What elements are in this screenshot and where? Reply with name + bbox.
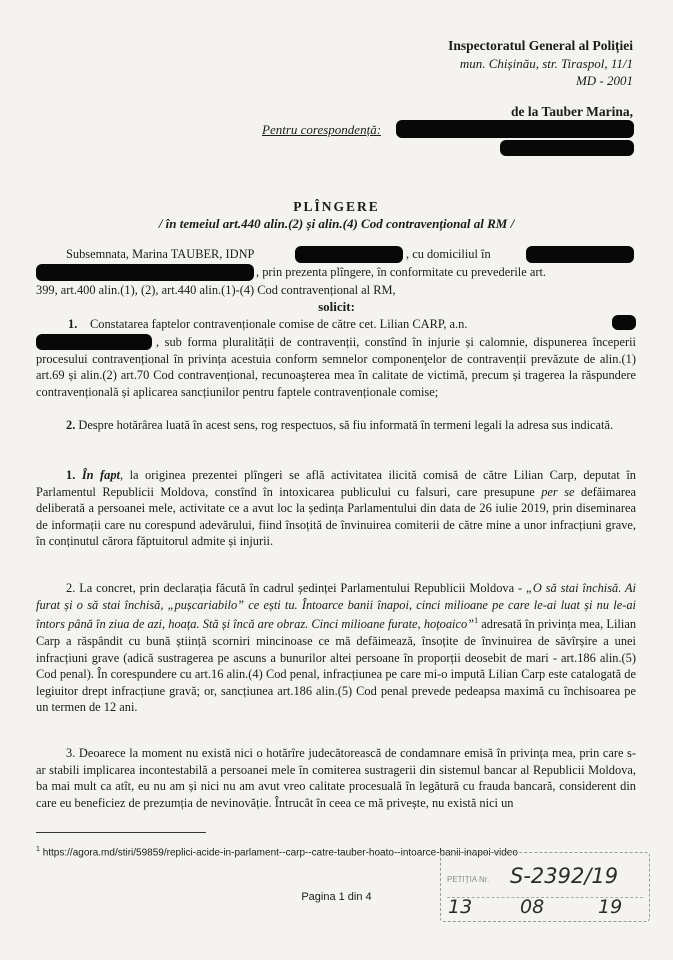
request-1-line1: Constatarea faptelor contravenționale comise de către cet. Lilian CARP, a.n. xyxy=(90,317,468,331)
section-3 xyxy=(36,745,636,811)
request-2-text: Despre hotărârea luată în acest sens, rog respectuos, să fiu informată în termeni legali la adresa sus indicată. xyxy=(78,418,614,432)
page-number: Pagina 1 din 4 xyxy=(301,891,372,903)
sender-name: de la Tauber Marina, xyxy=(510,104,633,119)
intro-line3: 399, art.400 alin.(1), (2), art.440 alin.(1)-(4) Cod contravențional al RM, xyxy=(36,283,396,297)
handwritten-petition-number: S-2392/19 xyxy=(510,864,619,888)
solicit-heading: solicit: xyxy=(318,299,355,314)
footnote-link[interactable]: https://agora.md/stiri/59859/replici-acide-in-parlament--carp--catre-tauber-hoato--intoarce-banii-inapoi-video xyxy=(42,847,518,859)
section-3-text: Deoarece la moment nu există nici o hotărîre judecătorească de condamnare emisă în privința mea, prin care s-ar stabili implicarea incontestabilă a persoanei mele în comiterea sustragerii din sistemul bancar al Republicii Moldova, ba mai mult ca atît, eu nu am și nici nu am avut vreo calitate procesuală în legătură cu frauda bancară, considerent din care eu beneficiez de prezumția de nevinovăție. Întrucât în ceea ce mă privește, nu există nici un xyxy=(36,746,636,810)
redacted-address-1 xyxy=(396,120,634,138)
section-1-number: 1. xyxy=(66,468,76,482)
redacted-domicile-1 xyxy=(526,246,634,263)
redacted-birthdate-1 xyxy=(612,315,636,330)
institution-address: mun. Chișinău, str. Tiraspol, 11/1 xyxy=(459,56,633,71)
document-title: PLÎNGERE xyxy=(293,199,380,214)
handwritten-day: 13 xyxy=(448,896,473,918)
section-2-number: 2. xyxy=(66,581,76,595)
document-subtitle: / în temeiul art.440 alin.(2) și alin.(4) Cod contravențional al RM / xyxy=(158,216,515,231)
section-2-part2: adresată în privința mea, Lilian Carp a răspândit cu bună știință scorniri mincinoase ce mă defăimează, însoțite de învinuirea de săvîrșire a unei infracțiuni grave (adică sustragerea pe ascuns a bunurilor altei persoane în proporții deosebit de mari - art.186 alin.(5) Cod penal). În corespundere cu art.16 alin.(4) Cod penal, infracțiunea pe care mi-o impută Lilian Carp este catalogată de legiuitor drept infracțiune gravă; or, sancțiunea art.186 alin.(5) Cod penal prevede pedeapsa maximă cu închisoarea pe un termen de 12 ani. xyxy=(36,617,637,715)
handwritten-year: 19 xyxy=(598,896,623,918)
section-1-part1: , la originea prezentei plîngeri se află activitatea ilicită comisă de către Lilian Carp, deputat în Parlamentul Republicii Moldova, constînd în intoxicarea publicului cu falsuri, care presupune xyxy=(36,468,636,499)
handwritten-month: 08 xyxy=(520,896,545,918)
section-1 xyxy=(36,467,636,550)
stamp-label: PETIȚIA Nr. xyxy=(447,875,490,884)
section-3-number: 3. xyxy=(66,746,76,760)
postal-code: MD - 2001 xyxy=(575,73,633,88)
request-2-number: 2. xyxy=(66,418,76,432)
institution-name: Inspectoratul General al Poliției xyxy=(448,38,633,53)
redacted-idnp xyxy=(295,246,403,263)
correspondence-label: Pentru corespondență: xyxy=(262,122,382,137)
section-2-quote: „O să stai închisă. Ai furat și o să stai închisă, „pușcariabilo” ce ești tu. Întoarce banii înapoi, cinci milioane pe care le-ai luat și nu le-ai întors până în ziua de azi, hoața. Stă și încă are obraz. Cinci milioane furate, hoțoaico” xyxy=(36,581,636,632)
section-2 xyxy=(36,580,636,716)
intro-line1-start: Subsemnata, Marina TAUBER, IDNP xyxy=(66,247,255,261)
section-1-per-se: per se xyxy=(541,484,575,499)
section-2-part1: La concret, prin declarația făcută în cadrul ședinței Parlamentului Republicii Moldova - xyxy=(79,581,526,595)
intro-line1-end: , cu domiciliul în xyxy=(406,247,491,261)
request-1-text: , sub forma pluralității de contravenții, constînd în injurie și calomnie, dispunerea începerii procesului contravențional în privința acestuia conform semnelor componenţelor de contravenții prevăzute de alin.(1) art.69 și alin.(2) art.70 Cod contravențional, recunoaşterea mea în calitate de victimă, precum și tragerea la răspundere contravențională și aplicarea sancțiunilor pentru faptele contravenționale comise; xyxy=(36,335,636,399)
section-1-part2: defăimarea deliberată a persoanei mele, activitate ce a avut loc la ședința Parlamentului din data de 26 iulie 2019, prin diseminarea de informații care nu corespund adevărului, fiind însoțită de învinuirea comiterii de către mine a unor infracțiuni grave, în conținutul cărora făptuitorul admite și injurii. xyxy=(36,484,637,549)
redacted-address-2 xyxy=(500,140,634,156)
request-2 xyxy=(36,417,636,434)
footnote-rule xyxy=(36,832,206,833)
intro-line2-end: , prin prezenta plîngere, în conformitate cu prevederile art. xyxy=(256,265,547,279)
section-1-lead: În fapt xyxy=(81,468,120,482)
redacted-domicile-2 xyxy=(36,264,254,281)
request-1-number: 1. xyxy=(68,317,78,331)
footnote-mark: 1 xyxy=(36,846,40,853)
footnote-ref: 1 xyxy=(474,616,479,626)
